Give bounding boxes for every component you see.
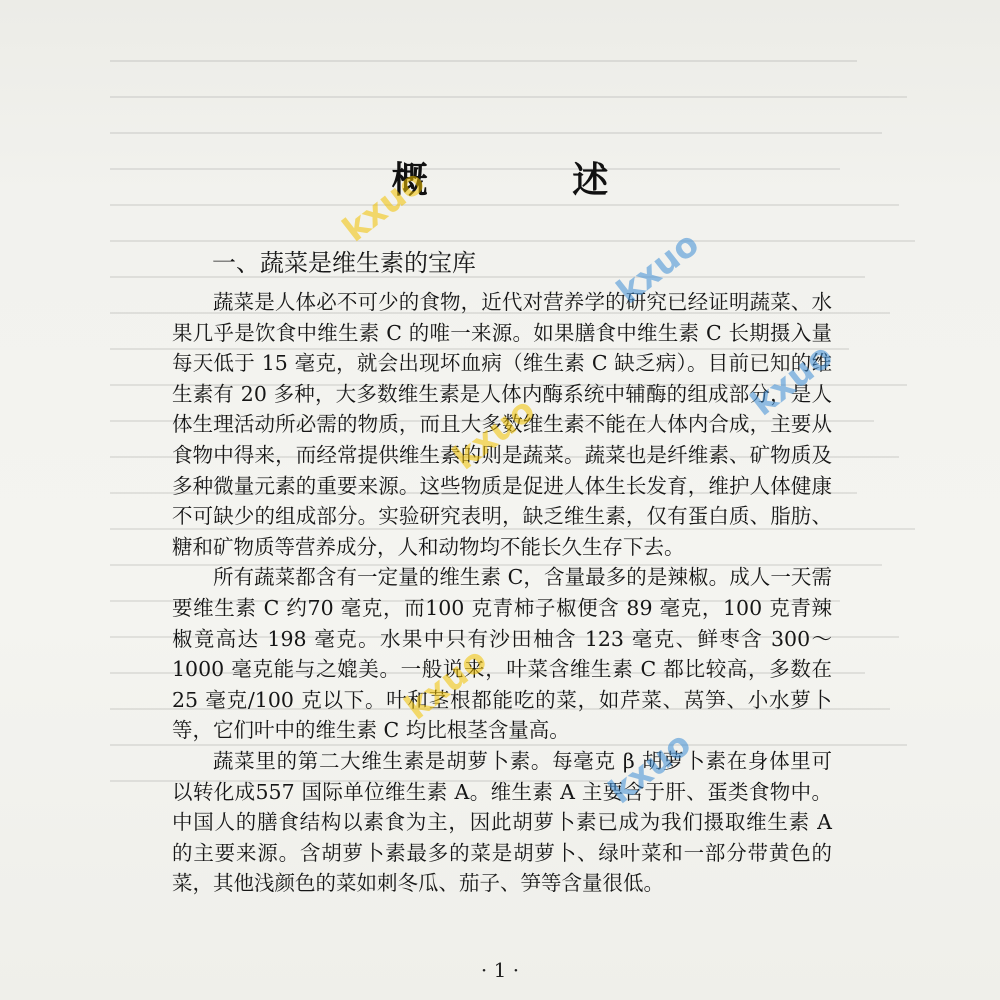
chapter-title: 概 述: [391, 160, 675, 201]
paragraph-1: 蔬菜是人体必不可少的食物，近代对营养学的研究已经证明蔬菜、水果几乎是饮食中维生素 C 的唯一来源。如果膳食中维生素 C 长期摄入量每天低于 15 毫克，就会出现坏血病（维生素 C 缺乏病）。目前已知的维生素有 20 多种，大多数维生素是人体内酶系统中辅酶的组成部分，是人体生理活动所必需的物质，而且大多数维生素不能在人体内合成，主要从食物中得来，而经常提供维生素的则是蔬菜。蔬菜也是纤维素、矿物质及多种微量元素的重要来源。这些物质是促进人体生长发育，维护人体健康不可缺少的组成部分。实验研究表明，缺乏维生素，仅有蛋白质、脂肪、糖和矿物质等营养成分，人和动物均不能长久生存下去。: [172, 290, 832, 559]
page-number: · 1 ·: [480, 958, 520, 982]
body-text: [172, 287, 832, 899]
watermark-logo: kxuo: [445, 389, 543, 479]
watermark-logo: kxuo: [601, 723, 699, 813]
paragraph-2: 所有蔬菜都含有一定量的维生素 C，含量最多的是辣椒。成人一天需要维生素 C 约70 毫克，而100 克青柿子椒便含 89 毫克，100 克青辣椒竟高达 198 毫克。水果中只有沙田柚含 123 毫克、鲜枣含 300～1000 毫克能与之媲美。一般说来，叶菜含维生素 C 都比较高，多数在 25 毫克/100 克以下。叶和茎根都能吃的菜，如芹菜、莴笋、小水萝卜等，它们叶中的维生素 C 均比根茎含量高。: [172, 565, 832, 743]
watermark-logo: kxuo: [609, 223, 707, 313]
paragraph-3: 蔬菜里的第二大维生素是胡萝卜素。每毫克 β 胡萝卜素在身体里可以转化成557 国际单位维生素 A。维生素 A 主要含于肝、蛋类食物中。中国人的膳食结构以素食为主，因此胡萝卜素已成为我们摄取维生素 A 的主要来源。含胡萝卜素最多的菜是胡萝卜、绿叶菜和一部分带黄色的菜，其他浅颜色的菜如刺冬瓜、茄子、笋等含量很低。: [172, 748, 832, 896]
watermark-logo: kxuo: [397, 639, 495, 729]
section-heading: 一、蔬菜是维生素的宝库: [212, 249, 476, 277]
watermark-logo: kxuo: [743, 335, 841, 425]
watermark-logo: kxuo: [335, 161, 433, 251]
